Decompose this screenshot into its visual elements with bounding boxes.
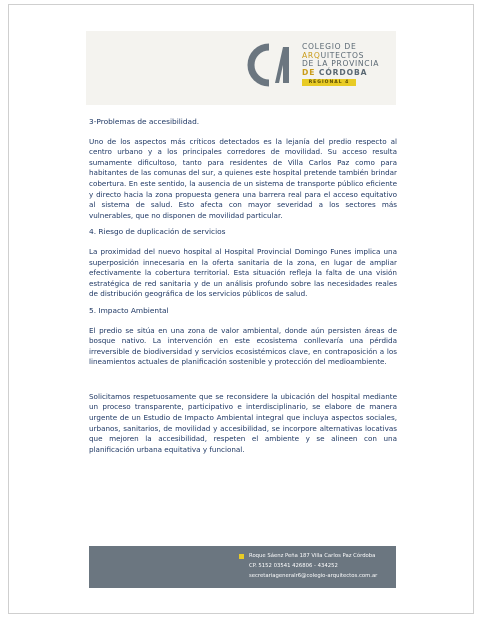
logo-line-3: DE LA PROVINCIA (302, 59, 380, 69)
footer-phone: CP. 5152 03541 426806 - 434252 (249, 563, 338, 569)
footer-contact (249, 551, 377, 581)
section-heading-duplicacion: 4. Riesgo de duplicación de servicios (89, 227, 226, 237)
logo-line-2-rest: UITECTOS (320, 50, 365, 60)
colegio-logo-icon (239, 43, 295, 87)
letterhead-footer (89, 546, 396, 588)
regional-badge: REGIONAL 4 (302, 79, 356, 86)
logo-line-4-accent: DE (302, 67, 319, 77)
section-heading-ambiental: 5. Impacto Ambiental (89, 305, 169, 315)
footer-bullet-icon (239, 554, 244, 559)
document-body (89, 117, 397, 455)
logo-line-4-rest: CÓRDOBA (318, 67, 368, 77)
logo-line-1: COLEGIO DE (302, 42, 357, 51)
paragraph-duplicacion: La proximidad del nuevo hospital al Hospital Provincial Domingo Funes implica una superposición innecesaria en la oferta sanitaria de la zona, en lugar de ampliar efectivamente la cobertura territorial. Esta situación refleja la falta de una visión estratégica de red sanitaria y de un análisis profundo sobre las necesidades reales de distribución geográfica de los servicios públicos de salud. (89, 246, 397, 299)
paragraph-ambiental: El predio se sitúa en una zona de valor ambiental, donde aún persisten áreas de bosque nativo. La intervención en este ecosistema conllevaría una pérdida irreversible de biodiversidad y servicios ecosistémicos clave, en contraposición a los lineamientos actuales de planificación sostenible y protección del medioambiente. (89, 325, 397, 367)
logo-line-2-accent: ARQ (302, 50, 321, 60)
footer-address: Roque Sáenz Peña 187 Villa Carlos Paz Córdoba (249, 553, 376, 559)
logo-line-4 (302, 69, 392, 78)
letterhead-header (86, 31, 396, 105)
closing-paragraph: Solicitamos respetuosamente que se reconsidere la ubicación del hospital mediante un proceso transparente, participativo e interdisciplinario, se elabore de manera urgente de un Estudio de Impacto Ambiental integral que incluya aspectos sociales, urbanos, sanitarios, de movilidad y accesibilidad, se incorpore alternativas locativas que mejoren la accesibilidad, respeten el ambiente y se alineen con una planificación urbana equitativa y funcional. (89, 391, 397, 454)
paragraph-accesibilidad: Uno de los aspectos más críticos detectados es la lejanía del predio respecto al centro urbano y a los principales corredores de movilidad. Su acceso resulta sumamente dificultoso, tanto para residentes de Villa Carlos Paz como para habitantes de las comunas del sur, a quienes este hospital pretende también brindar cobertura. En este sentido, la ausencia de un sistema de transporte público eficiente y directo hacia la zona propuesta genera una barrera real para el acceso equitativo al sistema de salud. Esto afecta con mayor severidad a los sectores más vulnerables, que no disponen de movilidad particular. (89, 136, 397, 220)
section-heading-accesibilidad: 3-Problemas de accesibilidad. (89, 117, 200, 126)
logo-wordmark (302, 43, 392, 86)
footer-email: secretariageneralr6@colegio-arquitectos.com.ar (249, 573, 378, 579)
